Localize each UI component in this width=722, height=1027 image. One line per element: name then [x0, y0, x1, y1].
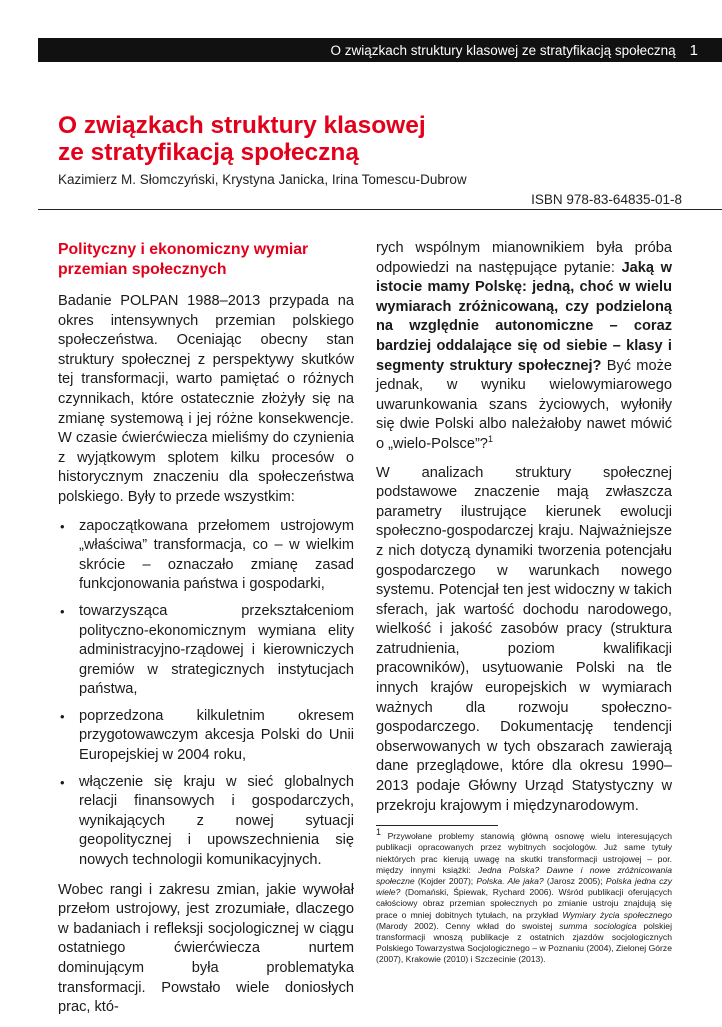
footnote-book-title: Polska. Ale jaka?	[476, 876, 544, 887]
document-title	[58, 112, 618, 166]
running-title: O związkach struktury klasowej ze stratyfikacją społeczną	[330, 42, 676, 58]
p1-end: Być może jednak, w wyniku wielowymiarowego uwarunkowania szans życiowych, wyłoniły się dwie Polski albo należałoby nawet mówić o „wielo-Polsce”?	[376, 357, 672, 452]
isbn: ISBN 978-83-64835-01-8	[531, 192, 682, 207]
footnote-text: (Jarosz 2005);	[543, 876, 606, 887]
list-item	[58, 773, 354, 871]
list-item	[58, 707, 354, 766]
left-paragraph-1: Badanie POLPAN 1988–2013 przypada na okres intensywnych przemian polskiego społeczeństwa. Oceniając obecny stan struktury społecznej z perspektywy skutków tej transformacji, warto pamiętać o różnych czynnikach, które ostatecznie złożyły się na zmianę systemową i jej różne konsekwencje. W czasie ćwierćwiecza mieliśmy do czynienia z wyjątkowym splotem kilku procesów o historycznym znaczeniu dla społeczeństwa polskiego. Były to przede wszystkim:	[58, 293, 354, 505]
header-rule	[38, 209, 722, 210]
footnote	[376, 827, 673, 965]
footnote-book-title: Polska jedna czy wiele?	[376, 876, 673, 898]
footnote-book-title: summa sociologica	[559, 920, 637, 931]
title-line-1: O związkach struktury klasowej	[58, 112, 426, 139]
bullet-icon: •	[60, 774, 65, 790]
footnote-text: (Kojder 2007);	[414, 876, 477, 887]
footnote-book-title: Jedna Polska? Dawne i nowe zróżnicowania społeczne	[376, 864, 672, 887]
list-item	[58, 517, 354, 595]
p1-bold-question: Jaką w istocie mamy Polskę: jedną, choć w wielu wymiarach zróżnicowaną, czy podzieloną na względnie autonomiczne – coraz bardziej oddalające się od siebie – klasy i segmenty struktury społecznej?	[376, 259, 672, 374]
list-item-text: poprzedzona kilkuletnim okresem przygotowawczym akcesja Polski do Unii Europejskiej w 2004 roku,	[79, 707, 354, 764]
left-paragraph-2: Wobec rangi i zakresu zmian, jakie wywołał przełom ustrojowy, jest zrozumiałe, dlaczego w badaniach i refleksji socjologicznej w ciągu ostatniego ćwierćwiecza nurtem dominującym była problematyka transformacji. Powstało wiele doniosłych prac, któ-	[58, 881, 354, 1016]
bullet-icon: •	[60, 518, 65, 534]
footnote-reference[interactable]: 1	[487, 434, 493, 445]
list-item-text: towarzysząca przekształceniom polityczno-ekonomicznym wymiana elity administracyjno-rządowej i kierowniczych gremiów w strategicznych instytucjach państwa,	[79, 602, 354, 698]
page-number: 1	[689, 41, 698, 59]
bullet-list	[58, 517, 354, 871]
footnote-number: 1	[376, 827, 382, 838]
left-column	[58, 238, 354, 1027]
bullet-icon: •	[60, 708, 65, 724]
p1-start: rych wspólnym mianownikiem była próba odpowiedzi na następujące pytanie:	[376, 240, 672, 276]
running-header-bar	[38, 38, 722, 62]
right-column	[376, 239, 672, 975]
footnote-book-title: Wymiary życia społecznego	[562, 909, 672, 920]
right-paragraph-2: W analizach struktury społecznej podstawowe znaczenie mają zwłaszcza parametry ilustrujące kierunek ewolucji społeczno-gospodarczej kraju. Najważniejsze z nich dotyczą dynamiki tworzenia potencjału gospodarczego w warunkach nowego systemu. Potencjał ten jest widoczny w takich sferach, jak wartość dochodu narodowego, wielkość i jakość zasobów pracy (struktura zatrudnienia, poziom kwalifikacji pracowników), usytuowanie Polski na tle innych krajów europejskich w wymiarach ważnych dla rozwoju społeczno-gospodarczego. Dokumentację tendencji obserwowanych w tych obszarach zawierają dane przeglądowe, które dla okresu 1990–2013 podaje Główny Urząd Statystyczny w przekroju krajowym i międzynarodowym.	[376, 464, 672, 814]
bullet-icon: •	[60, 603, 65, 619]
list-item-text: włączenie się kraju w sieć globalnych relacji finansowych i gospodarczych, wynikających z nowej sytuacji geopolitycznej i upowszechnienia się nowych technologii komunikacyjnych.	[79, 773, 354, 869]
list-item	[58, 602, 354, 700]
footnote-text: polskiej transformacji wnoszą publikacje z ostatnich zjazdów socjologicznych Polskiego Towarzystwa Socjologicznego – w Poznaniu (2004), Zielonej Górze (2007), Krakowie (2010) i Szczecinie (2013).	[376, 920, 672, 965]
section-heading: Polityczny i ekonomiczny wymiar przemian społecznych	[58, 241, 309, 278]
footnote-text: (Marody 2002). Cenny wkład do swoistej	[376, 920, 560, 931]
authors: Kazimierz M. Słomczyński, Krystyna Janicka, Irina Tomescu-Dubrow	[58, 172, 467, 187]
list-item-text: zapoczątkowana przełomem ustrojowym „właściwa” transformacja, co – w wielkim skrócie – oznaczało zmianę zasad funkcjonowania państwa i gospodarki,	[79, 517, 354, 593]
title-line-2: ze stratyfikacją społeczną	[58, 139, 359, 166]
footnote-text: (Domański, Śpiewak, Rychard 2006). Wśród publikacji oferujących całościowy obraz przemian społecznych po zmianie ustroju znajdują się prace o mniej dobitnych tytułach, na przykład	[376, 887, 672, 920]
right-paragraph-1	[376, 239, 672, 455]
footnote-text: Przywołane problemy stanowią główną osnowę wielu interesujących publikacji opracowanych przez wybitnych socjologów. Już same tytuły niektórych prac kierują uwagę na skutki transformacji ustrojowej – por. między innymi książki:	[376, 831, 672, 875]
footnote-rule	[376, 825, 498, 826]
